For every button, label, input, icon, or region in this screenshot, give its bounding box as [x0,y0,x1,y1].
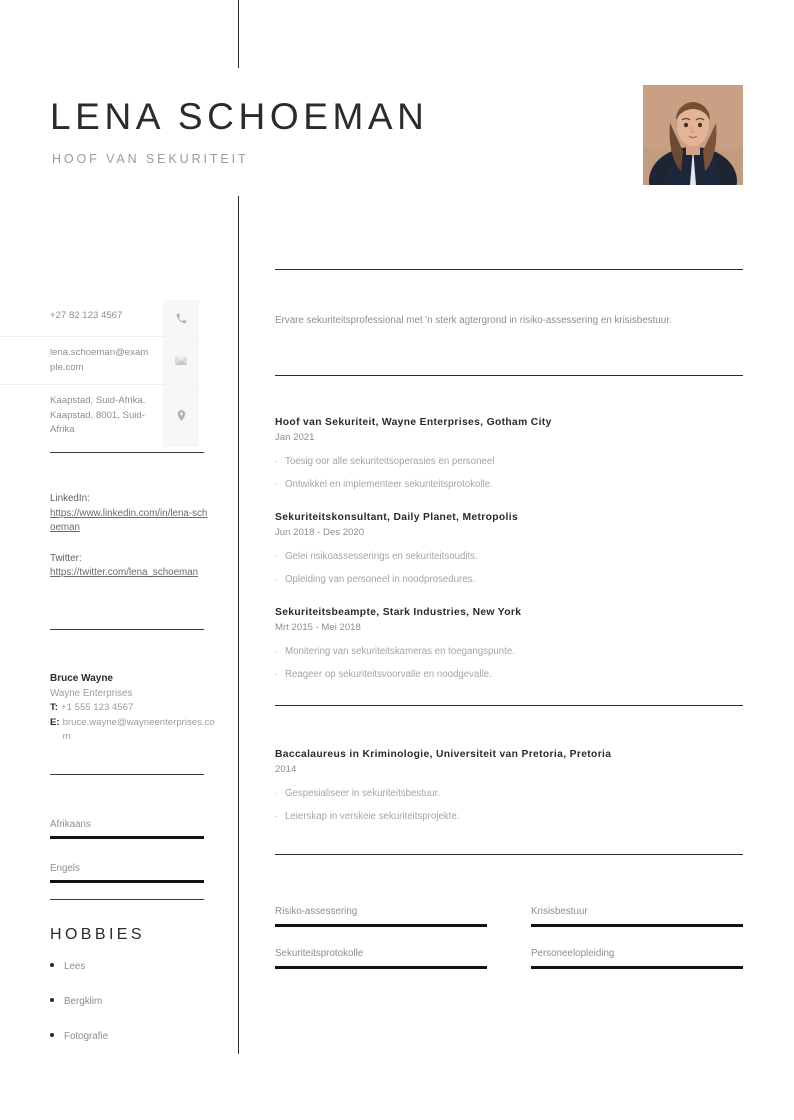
skill-label: Krisisbestuur [531,906,588,917]
bullet-text: Gelei risikoassesserings en sekuriteitsoudits. [285,551,478,562]
contact-row-phone [0,300,238,336]
entry-bullet [275,454,743,469]
bullet-icon: · [275,574,278,584]
experience-entry [275,510,743,587]
language-level-bar [50,880,204,883]
linkedin-label: LinkedIn: [50,493,90,504]
location-text: Kaapstad, Suid-Afrika. Kaapstad, 8001, Suid-Afrika [0,384,163,447]
location-icon [163,384,199,447]
skill-label: Personeelopleiding [531,948,615,959]
bullet-text: Gespesialiseer in sekuriteitsbestuur. [285,788,441,799]
skill-level-bar [531,966,743,969]
section-rule-summary-top [275,269,743,270]
contact-row-email [0,336,238,384]
entry-title: Baccalaureus in Kriminologie, Universiteit van Pretoria, Pretoria [275,749,612,760]
reference-phone [50,701,215,716]
skill-level-bar [531,924,743,927]
hobby-label: Fotografie [64,1031,109,1042]
entry-title: Hoof van Sekuriteit, Wayne Enterprises, Gotham City [275,417,552,428]
experience-section [275,415,743,700]
entry-title: Sekuriteitskonsultant, Daily Planet, Metropolis [275,512,519,523]
entry-bullet [275,644,743,659]
entry-bullet [275,477,743,492]
phone-icon [163,300,199,336]
language-level-bar [50,836,204,839]
entry-bullet [275,549,743,564]
reference-email-value: bruce.wayne@wayneenterprises.com [62,716,215,742]
reference-block [50,671,215,745]
social-block [50,492,210,597]
bullet-icon: · [275,669,278,679]
reference-email [50,716,215,745]
skill-label: Risiko-assessering [275,906,358,917]
section-rule-education-top [275,705,743,706]
bullet-text: Monitering van sekuriteitskameras en toegangspunte. [285,646,515,657]
entry-bullet [275,572,743,587]
header [0,0,794,196]
section-rule-skills-top [275,854,743,855]
bullet-text: Toesig oor alle sekuriteitsoperasies en personeel [285,456,495,467]
sidebar-divider-1 [50,452,204,453]
hobby-label: Bergklim [64,996,103,1007]
bullet-text: Opleiding van personeel in noodprosedures. [285,574,476,585]
twitter-link[interactable]: https://twitter.com/lena_schoeman [50,567,199,578]
experience-entry [275,605,743,682]
languages-block [50,818,204,906]
skills-section [275,905,743,969]
bullet-text: Leierskap in verskeie sekuriteitsprojekte. [285,811,460,822]
entry-date: Jan 2021 [275,432,315,443]
bullet-icon [50,998,54,1002]
entry-date: Mrt 2015 - Mei 2018 [275,622,361,633]
education-entry [275,747,743,824]
profile-summary: Ervare sekuriteitsprofessional met 'n sterk agtergrond in risiko-assessering en krisisbestuur. [275,315,672,326]
skill-item [275,905,487,927]
bullet-icon: · [275,456,278,466]
sidebar-divider-2 [50,629,204,630]
reference-phone-key: T: [50,702,58,713]
bullet-icon: · [275,811,278,821]
bullet-icon: · [275,479,278,489]
bullet-icon: · [275,788,278,798]
phone-text: +27 82 123 4567 [50,310,123,321]
language-item-afrikaans [50,818,204,839]
sidebar-divider-4 [50,899,204,900]
contact-block [0,300,238,447]
entry-date: Jun 2018 - Des 2020 [275,527,365,538]
reference-name: Bruce Wayne [50,673,113,684]
section-rule-experience-top [275,375,743,376]
education-section [275,747,743,842]
experience-entry [275,415,743,492]
hobby-item-bergklim [50,995,220,1009]
page-title: LENA SCHOEMAN [50,96,429,137]
bullet-icon [50,1033,54,1037]
skill-item [531,947,743,969]
reference-phone-value: +1 555 123 4567 [61,702,134,713]
bullet-text: Reageer op sekuriteitsvoorvalle en noodgevalle. [285,669,492,680]
entry-bullet [275,786,743,801]
skill-level-bar [275,924,487,927]
social-item-twitter [50,552,210,581]
twitter-label: Twitter: [50,552,82,564]
language-item-engels [50,862,204,883]
hobby-label: Lees [64,961,86,972]
avatar [643,85,743,185]
hobby-item-lees [50,960,220,974]
skill-label: Sekuriteitsprotokolle [275,948,364,959]
bullet-text: Ontwikkel en implementeer sekuriteitsprotokolle. [285,479,493,490]
contact-row-location [0,384,238,447]
reference-email-key: E: [50,716,60,728]
bullet-icon [50,963,54,967]
entry-bullet [275,809,743,824]
job-title: HOOF VAN SEKURITEIT [52,152,249,166]
entry-date: 2014 [275,764,297,775]
reference-company: Wayne Enterprises [50,688,133,699]
entry-title: Sekuriteitsbeampte, Stark Industries, New York [275,607,522,618]
vertical-divider-bottom [238,196,239,1054]
hobbies-block [50,926,220,1065]
email-text: lena.schoeman@example.com [0,336,163,384]
language-name: Afrikaans [50,819,91,830]
social-item-linkedin [50,492,210,536]
skill-level-bar [275,966,487,969]
linkedin-link[interactable]: https://www.linkedin.com/in/lena-schoeman [50,507,208,533]
skill-item [275,947,487,969]
bullet-icon: · [275,646,278,656]
skill-item [531,905,743,927]
hobby-item-fotografie [50,1030,220,1044]
entry-bullet [275,667,743,682]
bullet-icon: · [275,551,278,561]
hobbies-title: HOBBIES [50,926,145,943]
mail-icon [163,336,199,384]
language-name: Engels [50,863,80,874]
sidebar-divider-3 [50,774,204,775]
